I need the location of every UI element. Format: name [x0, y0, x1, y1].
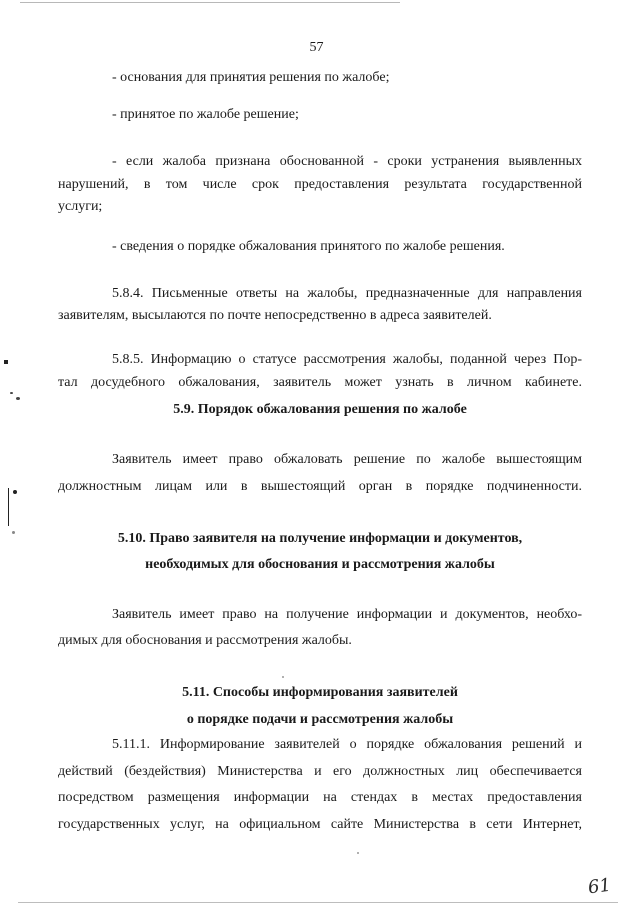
paragraph-line: посредством размещения информации на стендах в местах предоставления	[58, 790, 582, 805]
scan-speck	[4, 360, 8, 364]
heading-5-9: 5.9. Порядок обжалования решения по жалобе	[173, 402, 467, 417]
bottom-rule	[18, 902, 618, 903]
scan-speck	[13, 490, 17, 494]
paragraph-5-11-1: 5.11.1. Информирование заявителей о порядке обжалования решений и	[112, 737, 582, 752]
paragraph-line: заявителям, высылаются по почте непосредственно в адреса заявителей.	[58, 308, 492, 323]
scan-speck	[282, 676, 284, 678]
paragraph-line: нарушений, в том числе срок предоставления результата государственной	[58, 177, 582, 192]
paragraph-line: действий (бездействия) Министерства и его должностных лиц обеспечивается	[58, 764, 582, 779]
paragraph-5-8-4: 5.8.4. Письменные ответы на жалобы, предназначенные для направления	[112, 286, 582, 301]
heading-5-11: 5.11. Способы информирования заявителей	[182, 685, 458, 700]
list-item: - сведения о порядке обжалования принятого по жалобе решения.	[112, 239, 505, 254]
scan-bracket	[8, 488, 9, 526]
list-item: - если жалоба признана обоснованной - сроки устранения выявленных	[112, 154, 582, 169]
handwritten-page-number: 61	[586, 874, 613, 899]
paragraph-5-10: Заявитель имеет право на получение информации и документов, необхо-	[112, 607, 582, 622]
scan-speck	[12, 531, 15, 534]
paragraph-5-8-5: 5.8.5. Информацию о статусе рассмотрения жалобы, поданной через Пор-	[112, 352, 582, 367]
scan-speck	[10, 392, 13, 394]
paragraph-line: государственных услуг, на официальном сайте Министерства в сети Интернет,	[58, 817, 582, 832]
list-item: - принятое по жалобе решение;	[112, 107, 299, 122]
heading-5-11: о порядке подачи и рассмотрения жалобы	[186, 712, 454, 727]
scan-speck	[16, 397, 20, 400]
top-rule	[20, 2, 400, 3]
heading-5-10: необходимых для обоснования и рассмотрения жалобы	[145, 557, 495, 572]
scan-speck	[357, 852, 359, 854]
paragraph-line: должностным лицам или в вышестоящий орган в порядке подчиненности.	[58, 479, 582, 494]
paragraph-5-9: Заявитель имеет право обжаловать решение по жалобе вышестоящим	[112, 452, 582, 467]
paragraph-line: тал досудебного обжалования, заявитель может узнать в личном кабинете.	[58, 375, 582, 390]
paragraph-line: услуги;	[58, 199, 103, 214]
paragraph-line: димых для обоснования и рассмотрения жалобы.	[58, 633, 352, 648]
list-item: - основания для принятия решения по жалобе;	[112, 70, 390, 85]
page-number: 57	[309, 40, 324, 55]
heading-5-10: 5.10. Право заявителя на получение информации и документов,	[117, 531, 523, 546]
